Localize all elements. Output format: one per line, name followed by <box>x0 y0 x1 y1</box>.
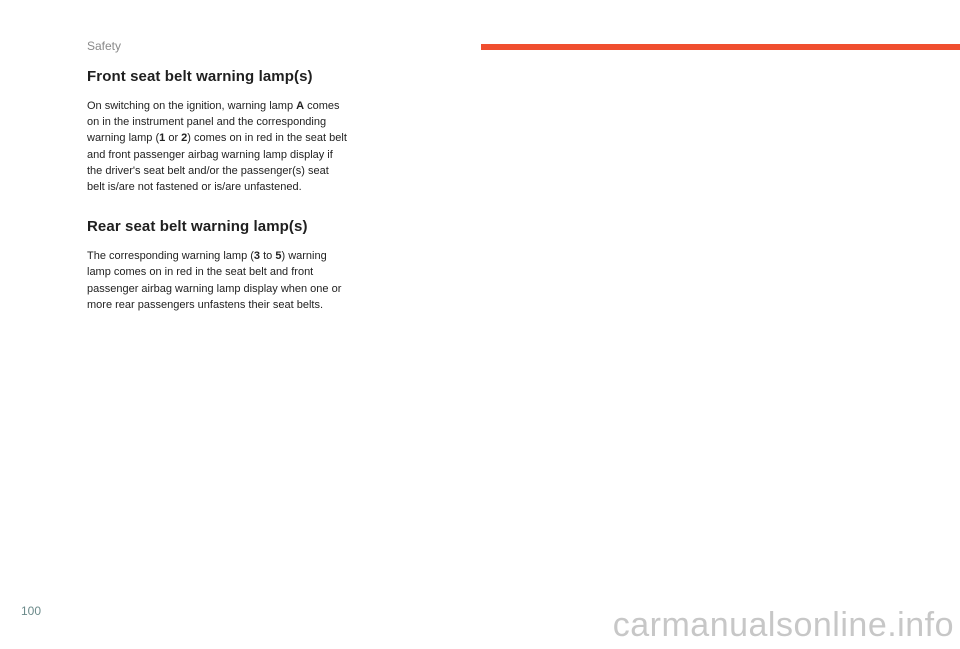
page-content <box>87 68 347 313</box>
rear-seat-belt-paragraph: The corresponding warning lamp (3 to 5) warning lamp comes on in red in the seat belt and front passenger airbag warning lamp display when one or more rear passengers unfastens their seat belts. <box>87 250 342 311</box>
rear-seat-belt-heading: Rear seat belt warning lamp(s) <box>87 218 308 236</box>
watermark: carmanualsonline.info <box>612 606 954 644</box>
section-label: Safety <box>87 39 122 53</box>
front-seat-belt-heading: Front seat belt warning lamp(s) <box>87 68 313 85</box>
front-seat-belt-paragraph: On switching on the ignition, warning lamp A comes on in the instrument panel and the corresponding warning lamp (1 or 2) comes on in red in the seat belt and front passenger airbag warning lamp display if the driver's seat belt and/or the passenger(s) seat belt is/are not fastened or is/are unfastened. <box>87 100 347 194</box>
header-accent-bar <box>481 44 960 50</box>
page-number: 100 <box>21 604 42 618</box>
